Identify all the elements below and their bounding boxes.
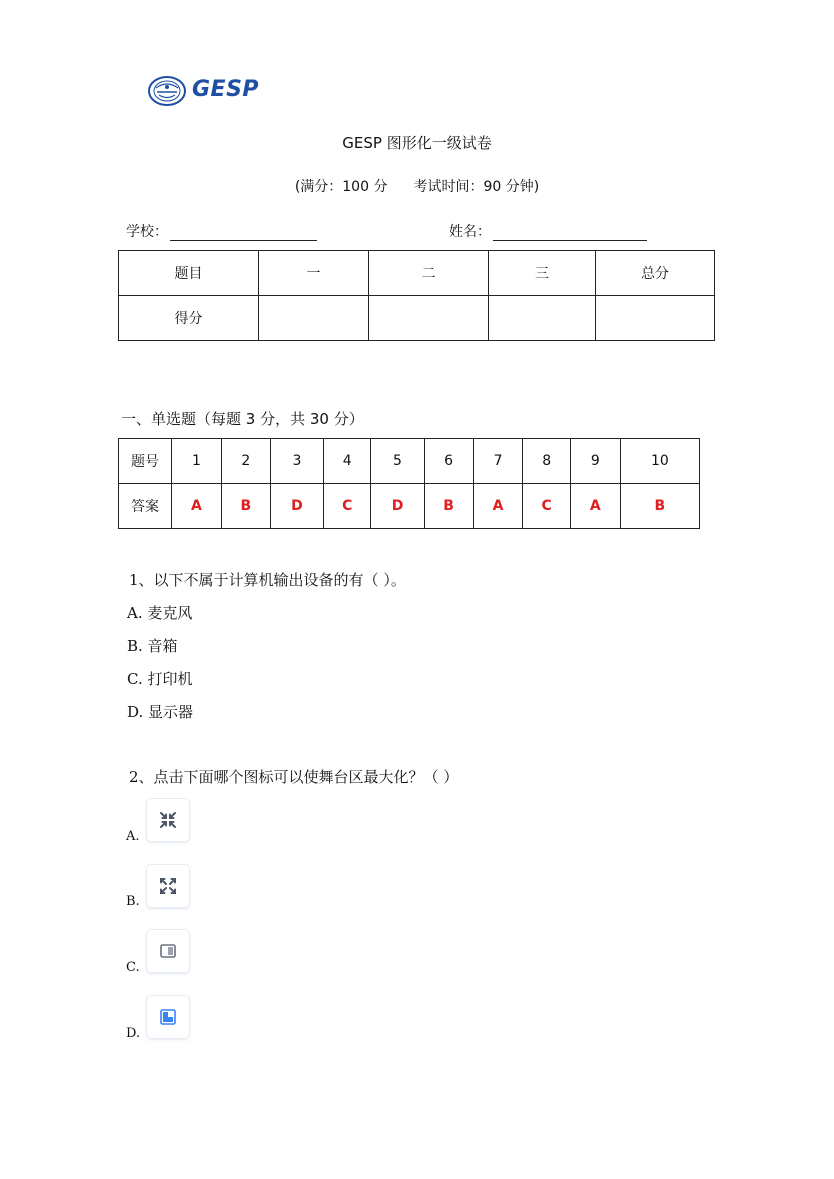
- exam-subtitle: [0, 176, 834, 196]
- answer-cell: C: [324, 484, 371, 529]
- score-header-cell: 一: [259, 251, 369, 296]
- question-1-option-b: B. 音箱: [127, 637, 178, 655]
- answer-cell: A: [473, 484, 523, 529]
- name-blank[interactable]: [493, 226, 647, 241]
- question-1-option-a: A. 麦克风: [127, 604, 193, 622]
- score-header-cell: 总分: [596, 251, 715, 296]
- answer-cell: B: [620, 484, 699, 529]
- gesp-logo: [148, 76, 268, 108]
- score-cell[interactable]: [596, 296, 715, 341]
- question-number-cell: 1: [172, 439, 222, 484]
- score-table-row: [119, 296, 715, 341]
- question-number-cell: 2: [221, 439, 270, 484]
- school-blank[interactable]: [170, 226, 317, 241]
- question-number-cell: 4: [324, 439, 371, 484]
- answer-table-answer-row: [119, 484, 700, 529]
- question-1-stem: 1、以下不属于计算机输出设备的有（ ）。: [129, 571, 406, 589]
- score-row-label: 得分: [119, 296, 259, 341]
- school-label: 学校：: [126, 224, 168, 240]
- score-cell[interactable]: [259, 296, 369, 341]
- question-2-option-c-label: C.: [126, 960, 140, 975]
- answer-label: 答案: [119, 484, 172, 529]
- question-2-option-d-image: [147, 996, 189, 1038]
- question-number-cell: 6: [424, 439, 473, 484]
- exam-title: GESP 图形化一级试卷: [342, 134, 492, 152]
- question-2-option-a-label: A.: [126, 829, 140, 844]
- question-2-option-a-image: [147, 799, 189, 841]
- score-cell[interactable]: [369, 296, 489, 341]
- answer-cell: A: [172, 484, 222, 529]
- question-number-label: 题号: [119, 439, 172, 484]
- expand-arrows-icon: [158, 876, 178, 896]
- answer-cell: D: [270, 484, 323, 529]
- name-label: 姓名：: [449, 224, 491, 240]
- gesp-logo-text: GESP: [192, 77, 260, 102]
- answer-table: [118, 438, 700, 529]
- exam-time-text: 考试时间：90 分钟): [413, 179, 540, 195]
- shrink-arrows-icon: [158, 810, 178, 830]
- full-score-text: (满分：100 分: [294, 179, 388, 195]
- answer-cell: B: [221, 484, 270, 529]
- question-number-cell: 7: [473, 439, 523, 484]
- question-2-option-c-image: [147, 930, 189, 972]
- score-table: [118, 250, 715, 341]
- school-field: [126, 221, 317, 241]
- question-1-option-d: D. 显示器: [127, 703, 194, 721]
- score-header-cell: 二: [369, 251, 489, 296]
- answer-cell: A: [570, 484, 620, 529]
- question-number-cell: 8: [523, 439, 570, 484]
- answer-cell: C: [523, 484, 570, 529]
- normal-stage-icon: [158, 1007, 178, 1027]
- name-field: [449, 221, 647, 241]
- question-2-option-d-label: D.: [126, 1026, 141, 1041]
- score-header-cell: 题目: [119, 251, 259, 296]
- question-2-option-b-label: B.: [126, 894, 140, 909]
- question-number-cell: 9: [570, 439, 620, 484]
- ccf-seal-icon: [148, 76, 186, 106]
- answer-cell: B: [424, 484, 473, 529]
- question-1-option-c: C. 打印机: [127, 670, 193, 688]
- answer-table-number-row: [119, 439, 700, 484]
- section-heading: 一、单选题（每题 3 分，共 30 分）: [121, 410, 364, 428]
- question-number-cell: 3: [270, 439, 323, 484]
- question-number-cell: 5: [371, 439, 424, 484]
- score-table-header-row: [119, 251, 715, 296]
- question-2-stem: 2、点击下面哪个图标可以使舞台区最大化？（ ）: [129, 768, 459, 786]
- small-stage-icon: [158, 941, 178, 961]
- answer-cell: D: [371, 484, 424, 529]
- question-number-cell: 10: [620, 439, 699, 484]
- question-2-option-b-image: [147, 865, 189, 907]
- score-header-cell: 三: [489, 251, 596, 296]
- score-cell[interactable]: [489, 296, 596, 341]
